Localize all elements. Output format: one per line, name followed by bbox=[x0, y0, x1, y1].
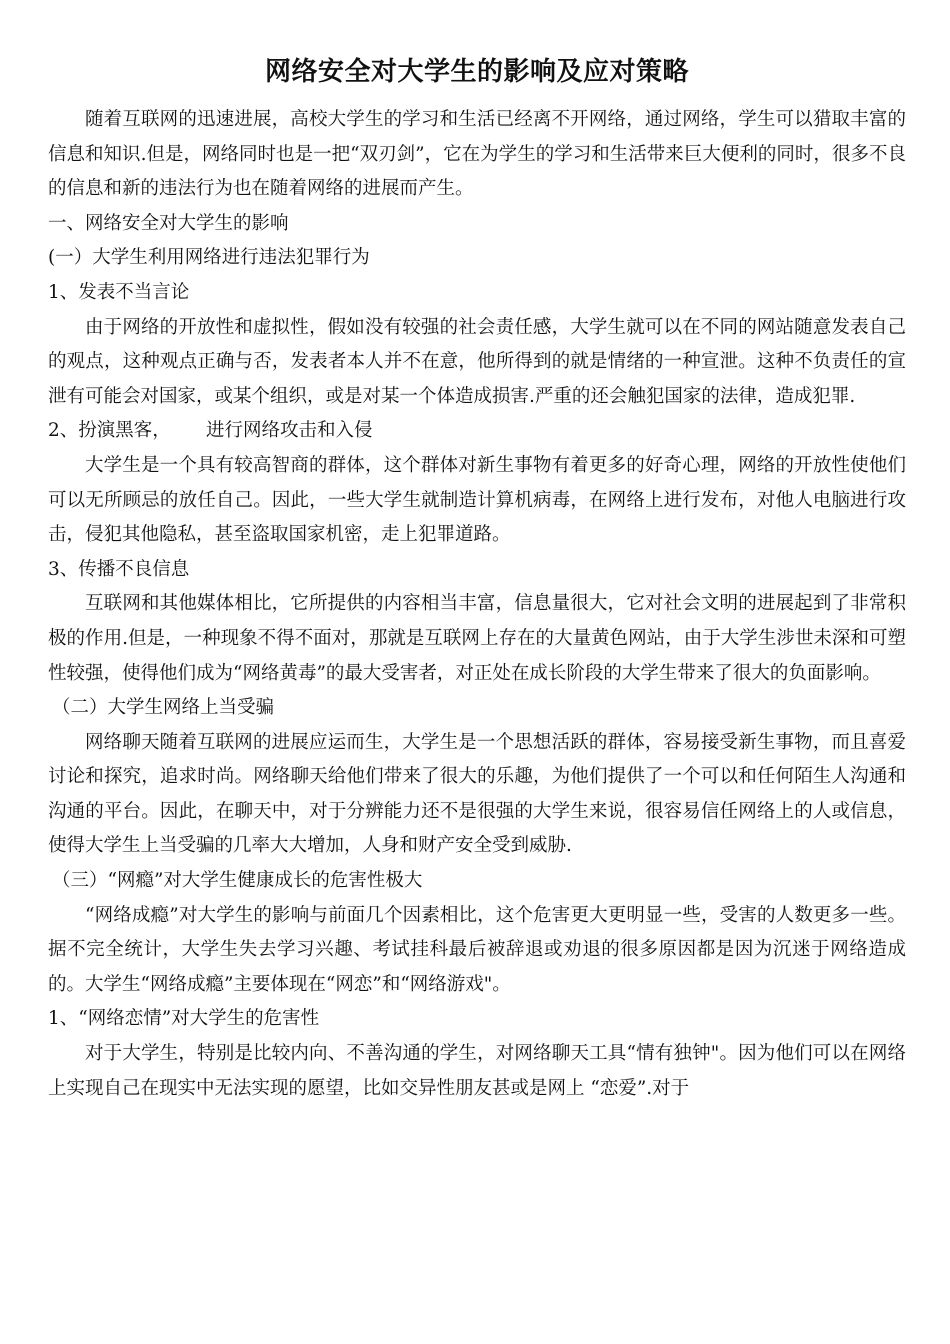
subsection-heading-1: (一）大学生利用网络进行违法犯罪行为 bbox=[48, 247, 370, 269]
paragraph-5: “网络成瘾”对大学生的影响与前面几个因素相比，这个危害更大更明显一些，受害的人数更多一些。据不完全统计，大学生失去学习兴趣、考试挂科最后被辞退或劝退的很多原因都是因为沉迷于网络造成的。大学生“网络成瘾”主要体现在“网恋”和“网络游戏"。 bbox=[48, 904, 906, 995]
intro-paragraph: 随着互联网的迅速进展，高校大学生的学习和生活已经离不开网络，通过网络，学生可以猎取丰富的信息和知识.但是，网络同时也是一把“双刃剑”，它在为学生的学习和生活带来巨大便利的同时，很多不良的信息和新的违法行为也在随着网络的进展而产生。 bbox=[48, 109, 906, 200]
section-heading-1: 一、网络安全对大学生的影响 bbox=[48, 212, 289, 234]
paragraph-1: 由于网络的开放性和虚拟性，假如没有较强的社会责任感，大学生就可以在不同的网站随意发表自己的观点，这种观点正确与否，发表者本人并不在意，他所得到的就是情绪的一种宣泄。这种不负责任的宣泄有可能会对国家，或某个组织，或是对某一个体造成损害.严重的还会触犯国家的法律，造成犯罪. bbox=[48, 316, 906, 407]
paragraph-2: 大学生是一个具有较高智商的群体，这个群体对新生事物有着更多的好奇心理，网络的开放性使他们可以无所顾忌的放任自己。因此，一些大学生就制造计算机病毒，在网络上进行发布，对他人电脑进行攻击，侵犯其他隐私，甚至盗取国家机密，走上犯罪道路。 bbox=[48, 454, 906, 546]
item-heading-4: 1、“网络恋情”对大学生的危害性 bbox=[48, 1008, 320, 1030]
paragraph-6: 对于大学生，特别是比较内向、不善沟通的学生，对网络聊天工具“情有独钟"。因为他们可以在网络上实现自己在现实中无法实现的愿望，比如交异性朋友甚或是网上 “恋爱”.对于 bbox=[48, 1043, 906, 1099]
subsection-heading-2: （二）大学生网络上当受骗 bbox=[52, 697, 275, 719]
item-heading-1: 1、发表不当言论 bbox=[48, 281, 190, 303]
paragraph-3: 互联网和其他媒体相比，它所提供的内容相当丰富，信息量很大，它对社会文明的进展起到了非常积极的作用.但是，一种现象不得不面对，那就是互联网上存在的大量黄色网站，由于大学生涉世未深和可塑性较强，使得他们成为“网络黄毒”的最大受害者，对正处在成长阶段的大学生带来了很大的负面影响。 bbox=[48, 593, 906, 684]
paragraph-4: 网络聊天随着互联网的进展应运而生，大学生是一个思想活跃的群体，容易接受新生事物，而且喜爱讨论和探究，追求时尚。网络聊天给他们带来了很大的乐趣，为他们提供了一个可以和任何陌生人沟通和沟通的平台。因此，在聊天中，对于分辨能力还不是很强的大学生来说，很容易信任网络上的人或信息，使得大学生上当受骗的几率大大增加，人身和财产安全受到威胁. bbox=[48, 731, 906, 857]
item-heading-2: 2、扮演黑客， 进行网络攻击和入侵 bbox=[48, 420, 373, 442]
item-heading-3: 3、传播不良信息 bbox=[48, 558, 190, 580]
document-title: 网络安全对大学生的影响及应对策略 bbox=[264, 57, 689, 87]
subsection-heading-3: （三）“网瘾”对大学生健康成长的危害性极大 bbox=[52, 870, 423, 892]
